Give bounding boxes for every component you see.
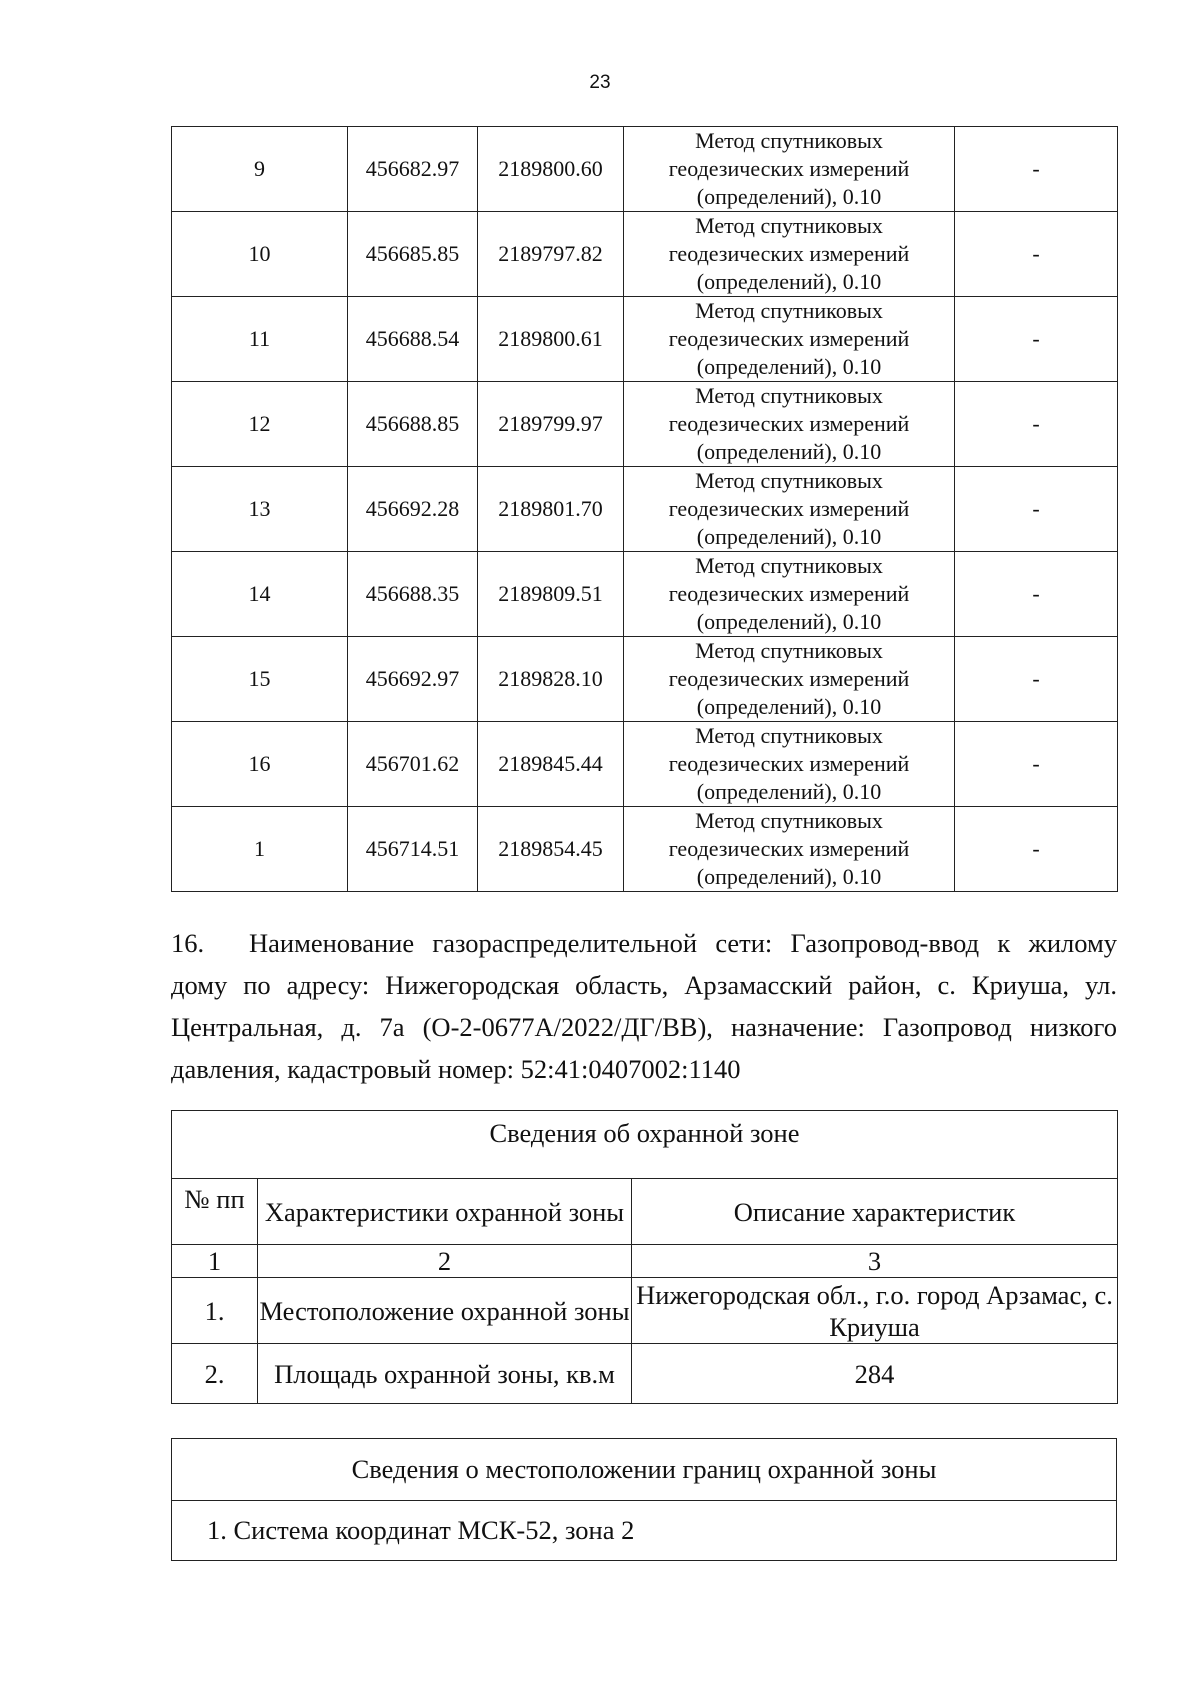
method-line: геодезических измерений bbox=[668, 751, 910, 776]
zone-table-title: Сведения об охранной зоне bbox=[172, 1111, 1118, 1179]
coord-x: 456714.51 bbox=[348, 807, 478, 892]
description: - bbox=[955, 127, 1118, 212]
index-cell: 2 bbox=[258, 1245, 632, 1278]
section-number: 16. bbox=[171, 928, 205, 958]
row-desc: 284 bbox=[632, 1344, 1118, 1404]
point-number: 15 bbox=[172, 637, 348, 722]
coordinates-table bbox=[171, 126, 1118, 892]
method-line: (определений), 0.10 bbox=[696, 354, 882, 379]
method-line: (определений), 0.10 bbox=[696, 864, 882, 889]
method bbox=[624, 637, 955, 722]
coord-row bbox=[172, 127, 1118, 212]
method-line: Метод спутниковых bbox=[695, 808, 883, 833]
section-text: Наименование газораспределительной сети: Газопровод-ввод к жилому дому по адресу: Нижегородская область, Арзамасский район, с. Криуша, ул. Центральная, д. 7а (О-2-0677А/2022/ДГ/ВВ), назначение: Газопровод низкого давления, кадастровый номер: 52:41:0407002:1140 bbox=[171, 928, 1117, 1084]
method-line: (определений), 0.10 bbox=[696, 779, 882, 804]
coord-y: 2189809.51 bbox=[478, 552, 624, 637]
method-line: геодезических измерений bbox=[668, 836, 910, 861]
method-line: Метод спутниковых bbox=[695, 383, 883, 408]
method-line: (определений), 0.10 bbox=[696, 524, 882, 549]
coord-x: 456688.35 bbox=[348, 552, 478, 637]
method-line: Метод спутниковых bbox=[695, 298, 883, 323]
description: - bbox=[955, 212, 1118, 297]
method-line: Метод спутниковых bbox=[695, 723, 883, 748]
method bbox=[624, 127, 955, 212]
method-line: геодезических измерений bbox=[668, 156, 910, 181]
method-line: (определений), 0.10 bbox=[696, 609, 882, 634]
coord-y: 2189828.10 bbox=[478, 637, 624, 722]
point-number: 1 bbox=[172, 807, 348, 892]
bounds-table bbox=[171, 1438, 1117, 1561]
coord-row bbox=[172, 807, 1118, 892]
description: - bbox=[955, 467, 1118, 552]
description: - bbox=[955, 637, 1118, 722]
description: - bbox=[955, 552, 1118, 637]
method bbox=[624, 467, 955, 552]
coord-row bbox=[172, 467, 1118, 552]
index-cell: 3 bbox=[632, 1245, 1118, 1278]
bounds-title: Сведения о местоположении границ охранной зоны bbox=[172, 1439, 1117, 1501]
point-number: 13 bbox=[172, 467, 348, 552]
coord-x: 456682.97 bbox=[348, 127, 478, 212]
coord-y: 2189799.97 bbox=[478, 382, 624, 467]
row-char: Площадь охранной зоны, кв.м bbox=[258, 1344, 632, 1404]
method-line: Метод спутниковых bbox=[695, 213, 883, 238]
coord-y: 2189845.44 bbox=[478, 722, 624, 807]
method-line: геодезических измерений bbox=[668, 241, 910, 266]
index-cell: 1 bbox=[172, 1245, 258, 1278]
description: - bbox=[955, 807, 1118, 892]
page-number: 23 bbox=[589, 72, 611, 93]
section-paragraph bbox=[171, 922, 1117, 1090]
coord-x: 456701.62 bbox=[348, 722, 478, 807]
point-number: 14 bbox=[172, 552, 348, 637]
method bbox=[624, 382, 955, 467]
header-desc: Описание характеристик bbox=[632, 1179, 1118, 1245]
coord-x: 456688.54 bbox=[348, 297, 478, 382]
coord-x: 456692.97 bbox=[348, 637, 478, 722]
method bbox=[624, 297, 955, 382]
coord-row bbox=[172, 212, 1118, 297]
method-line: геодезических измерений bbox=[668, 581, 910, 606]
coord-row bbox=[172, 297, 1118, 382]
coord-y: 2189797.82 bbox=[478, 212, 624, 297]
method-line: Метод спутниковых bbox=[695, 553, 883, 578]
method-line: Метод спутниковых bbox=[695, 128, 883, 153]
method-line: геодезических измерений bbox=[668, 411, 910, 436]
coord-row bbox=[172, 382, 1118, 467]
coord-y: 2189800.60 bbox=[478, 127, 624, 212]
coord-y: 2189800.61 bbox=[478, 297, 624, 382]
point-number: 16 bbox=[172, 722, 348, 807]
method-line: геодезических измерений bbox=[668, 326, 910, 351]
coord-x: 456692.28 bbox=[348, 467, 478, 552]
method bbox=[624, 722, 955, 807]
header-char: Характеристики охранной зоны bbox=[258, 1179, 632, 1245]
method-line: Метод спутниковых bbox=[695, 468, 883, 493]
method bbox=[624, 552, 955, 637]
point-number: 9 bbox=[172, 127, 348, 212]
coord-y: 2189801.70 bbox=[478, 467, 624, 552]
point-number: 10 bbox=[172, 212, 348, 297]
header-num: № пп bbox=[172, 1179, 258, 1245]
description: - bbox=[955, 382, 1118, 467]
row-char: Местоположение охранной зоны bbox=[258, 1278, 632, 1344]
coord-y: 2189854.45 bbox=[478, 807, 624, 892]
method-line: (определений), 0.10 bbox=[696, 694, 882, 719]
coord-x: 456688.85 bbox=[348, 382, 478, 467]
method-line: геодезических измерений bbox=[668, 496, 910, 521]
method bbox=[624, 807, 955, 892]
method-line: геодезических измерений bbox=[668, 666, 910, 691]
coord-x: 456685.85 bbox=[348, 212, 478, 297]
row-num: 1. bbox=[172, 1278, 258, 1344]
method-line: (определений), 0.10 bbox=[696, 269, 882, 294]
coord-row bbox=[172, 722, 1118, 807]
point-number: 12 bbox=[172, 382, 348, 467]
zone-info-table bbox=[171, 1110, 1118, 1404]
method bbox=[624, 212, 955, 297]
method-line: Метод спутниковых bbox=[695, 638, 883, 663]
row-desc: Нижегородская обл., г.о. город Арзамас, с. Криуша bbox=[632, 1278, 1118, 1344]
description: - bbox=[955, 722, 1118, 807]
coordinate-system-item: 1. Система координат МСК-52, зона 2 bbox=[172, 1501, 1117, 1561]
description: - bbox=[955, 297, 1118, 382]
method-line: (определений), 0.10 bbox=[696, 184, 882, 209]
coord-row bbox=[172, 637, 1118, 722]
method-line: (определений), 0.10 bbox=[696, 439, 882, 464]
coord-row bbox=[172, 552, 1118, 637]
row-num: 2. bbox=[172, 1344, 258, 1404]
point-number: 11 bbox=[172, 297, 348, 382]
